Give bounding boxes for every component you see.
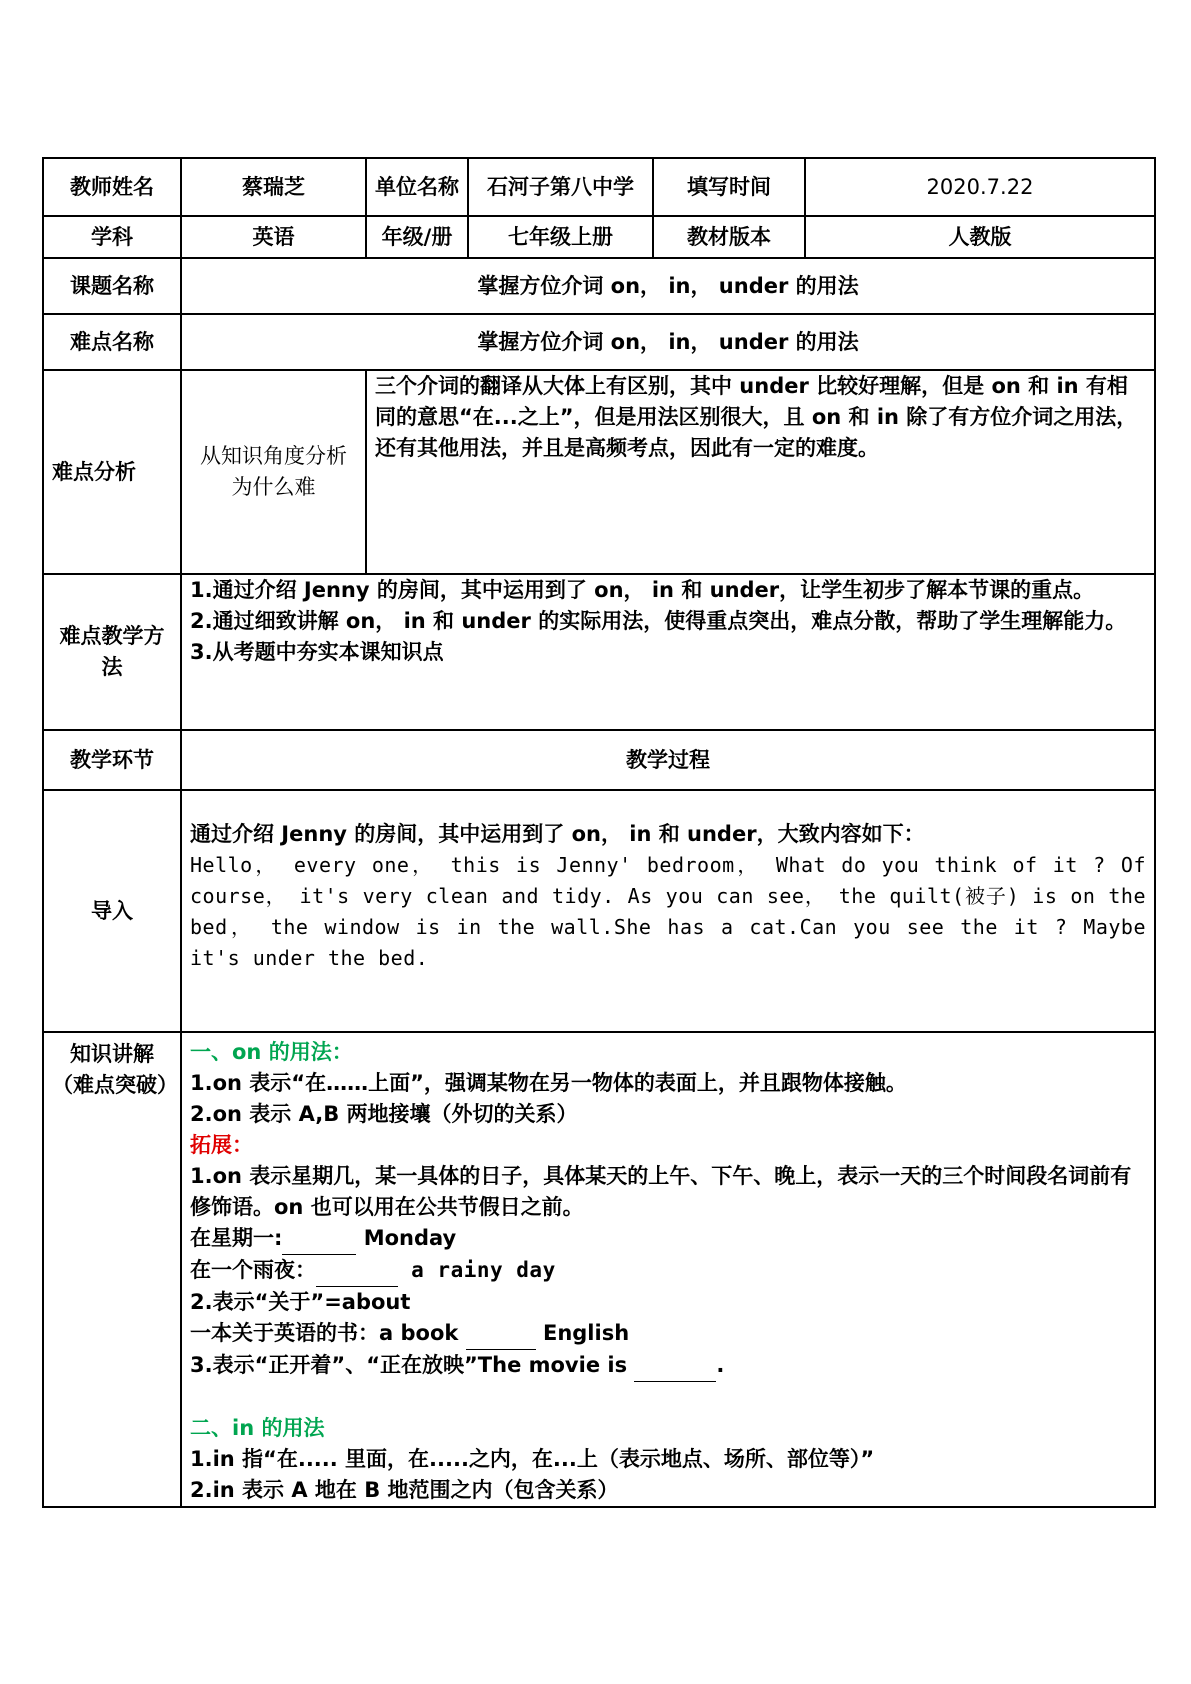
analysis-row xyxy=(43,370,1155,574)
extension-1: 1.on 表示星期几，某一具体的日子，具体某天的上午、下午、晚上，表示一天的三个时间段名词前有修饰语。on 也可以用在公共节假日之前。 xyxy=(190,1164,1132,1219)
difficulty-value: 掌握方位介词 on， in， under 的用法 xyxy=(181,314,1155,370)
unit-value: 石河子第八中学 xyxy=(468,158,653,216)
example-book-suffix: English xyxy=(535,1321,630,1345)
teacher-value: 蔡瑞芝 xyxy=(181,158,366,216)
spacer xyxy=(190,1382,1146,1413)
example-rainy xyxy=(190,1255,1146,1287)
unit-label: 单位名称 xyxy=(366,158,468,216)
edition-label: 教材版本 xyxy=(653,216,805,258)
difficulty-label: 难点名称 xyxy=(43,314,181,370)
topic-value: 掌握方位介词 on， in， under 的用法 xyxy=(181,258,1155,314)
difficulty-row xyxy=(43,314,1155,370)
example-book xyxy=(190,1318,1146,1350)
grade-label: 年级/册 xyxy=(366,216,468,258)
knowledge-label: 知识讲解（难点突破） xyxy=(43,1032,181,1507)
date-label: 填写时间 xyxy=(653,158,805,216)
in-usage-title: 二、in 的用法 xyxy=(190,1416,325,1440)
knowledge-row xyxy=(43,1032,1155,1507)
on-usage-title: 一、on 的用法： xyxy=(190,1040,353,1064)
knowledge-content xyxy=(181,1032,1155,1507)
intro-row xyxy=(43,790,1155,1032)
example-monday-prefix: 在星期一: xyxy=(190,1226,283,1250)
blank-field[interactable] xyxy=(282,1223,356,1255)
blank-field[interactable] xyxy=(634,1350,716,1382)
process-label: 教学环节 xyxy=(43,730,181,790)
in-usage-1: 1.in 指“在..... 里面，在.....之内，在...上（表示地点、场所、部位等）” xyxy=(190,1447,875,1471)
grade-value: 七年级上册 xyxy=(468,216,653,258)
header-row-1 xyxy=(43,158,1155,216)
subject-value: 英语 xyxy=(181,216,366,258)
blank-field[interactable] xyxy=(466,1318,536,1350)
intro-content xyxy=(181,790,1155,1032)
on-usage-1: 1.on 表示“在……上面”，强调某物在另一物体的表面上，并且跟物体接触。 xyxy=(190,1071,907,1095)
method-line-2: 2.通过细致讲解 on， in 和 under 的实际用法，使得重点突出，难点分散，帮助了学生理解能力。 xyxy=(190,609,1127,633)
header-row-2 xyxy=(43,216,1155,258)
topic-label: 课题名称 xyxy=(43,258,181,314)
method-row xyxy=(43,574,1155,730)
intro-heading: 通过介绍 Jenny 的房间，其中运用到了 on， in 和 under，大致内容如下： xyxy=(190,822,925,846)
edition-value: 人教版 xyxy=(805,216,1155,258)
example-book-prefix: 一本关于英语的书：a book xyxy=(190,1321,466,1345)
extension-3-prefix: 3.表示“正开着”、“正在放映”The movie is xyxy=(190,1353,635,1377)
process-value: 教学过程 xyxy=(181,730,1155,790)
example-rainy-prefix: 在一个雨夜： xyxy=(190,1258,316,1282)
example-rainy-suffix: a rainy day xyxy=(398,1258,556,1282)
in-usage-2: 2.in 表示 A 地在 B 地范围之内（包含关系） xyxy=(190,1478,619,1502)
example-monday-suffix: Monday xyxy=(356,1226,457,1250)
analysis-sublabel: 从知识角度分析为什么难 xyxy=(181,370,366,574)
analysis-text: 三个介词的翻译从大体上有区别，其中 under 比较好理解，但是 on 和 in 有相同的意思“在...之上”，但是用法区别很大，且 on 和 in 除了有方位介词之用法，还有其他用法，并且是高频考点，因此有一定的难度。 xyxy=(366,370,1155,574)
method-line-1: 1.通过介绍 Jenny 的房间，其中运用到了 on， in 和 under，让学生初步了解本节课的重点。 xyxy=(190,578,1095,602)
method-label: 难点教学方法 xyxy=(43,574,181,730)
example-monday xyxy=(190,1223,1146,1255)
method-line-3: 3.从考题中夯实本课知识点 xyxy=(190,640,444,664)
extension-3 xyxy=(190,1350,1146,1382)
blank-field[interactable] xyxy=(316,1255,398,1287)
topic-row xyxy=(43,258,1155,314)
teacher-label: 教师姓名 xyxy=(43,158,181,216)
subject-label: 学科 xyxy=(43,216,181,258)
intro-label: 导入 xyxy=(43,790,181,1032)
method-content xyxy=(181,574,1155,730)
on-usage-2: 2.on 表示 A,B 两地接壤（外切的关系） xyxy=(190,1102,578,1126)
process-row xyxy=(43,730,1155,790)
extension-2: 2.表示“关于”=about xyxy=(190,1290,411,1314)
date-value: 2020.7.22 xyxy=(805,158,1155,216)
lesson-plan-table xyxy=(42,157,1156,1508)
extension-title: 拓展： xyxy=(190,1133,253,1157)
extension-3-suffix: . xyxy=(716,1353,725,1377)
analysis-label: 难点分析 xyxy=(43,370,181,574)
intro-text: Hello， every one， this is Jenny' bedroom， What do you think of it ? Of course， it's very clean and tidy. As you can see， the quilt(被子) is on the bed， the window is in the wall.She has a cat.Can you see the it ? Maybe it's under the bed. xyxy=(190,853,1146,970)
